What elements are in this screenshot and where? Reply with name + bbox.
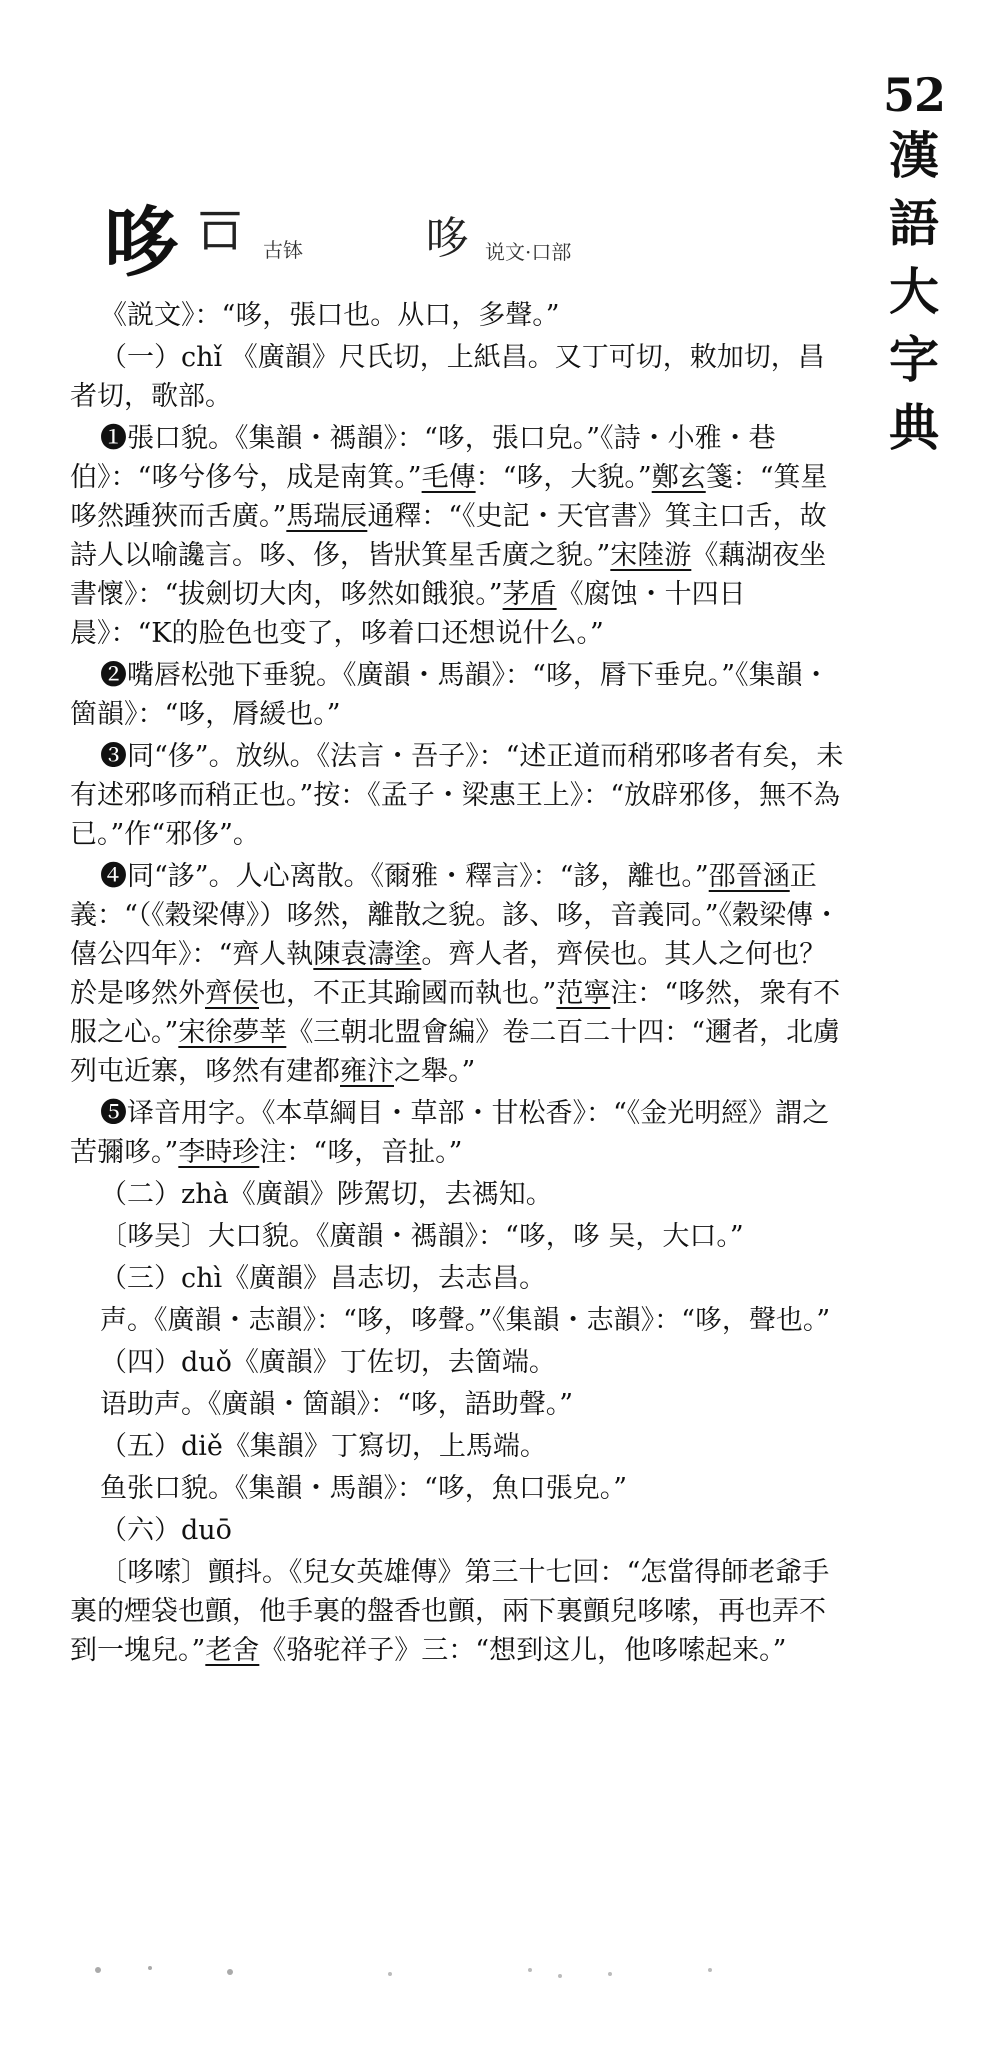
reading-3-header: （三）chì《廣韻》昌志切，去志昌。 — [100, 1263, 547, 1294]
sense-3: ❸同“侈”。放纵。《法言・吾子》：“述正道而稍邪哆者有矣，未有述邪哆而稍正也。”按：《孟子・梁惠王上》：“放辟邪侈，無不為已。”作“邪侈”。 — [70, 741, 844, 850]
page-number: 52 — [882, 68, 945, 122]
reading-3-sense: 声。《廣韻・志韻》：“哆，哆聲。”《集韻・志韻》：“哆，聲也。” — [100, 1305, 831, 1336]
reading-5-header: （五）diě《集韻》丁寫切，上馬端。 — [100, 1431, 547, 1462]
scan-artifacts — [90, 1950, 730, 1996]
dictionary-title-char: 典 — [889, 398, 939, 457]
seal-form-label: 说文·口部 — [485, 240, 572, 264]
scan-noise-mark — [90, 1950, 730, 1990]
sense-1: ❶張口貌。《集韻・禡韻》：“哆，張口皃。”《詩・小雅・巷伯》：“哆兮侈兮，成是南箕。”毛傳：“哆，大貌。”鄭玄箋：“箕星哆然踵狹而舌廣。”馬瑞辰通釋：“《史記・天官書》箕主口舌，故詩人以喻讒言。哆、侈，皆狀箕星舌廣之貌。”宋陸游《藕湖夜坐書懷》：“拔劍切大肉，哆然如餓狼。”茅盾《腐蚀・十四日晨》：“K的脸色也变了，哆着口还想说什么。” — [70, 423, 828, 649]
ancient-form-glyph: 𠮛 — [198, 206, 242, 257]
reading-6-sense: 〔哆嗦〕顫抖。《兒女英雄傳》第三十七回：“怎當得師老爺手裏的煙袋也顫，他手裏的盤香也顫，兩下裏顫兒哆嗦，再也弄不到一塊兒。”老舍《骆驼祥子》三：“想到这儿，他哆嗦起来。” — [70, 1557, 830, 1666]
page-sidebar — [882, 68, 946, 462]
reading-2-sense: 〔哆吴〕大口貌。《廣韻・禡韻》：“哆，哆 吴，大口。” — [100, 1221, 744, 1252]
reading-2-header: （二）zhà《廣韻》陟駕切，去禡知。 — [100, 1179, 553, 1210]
sense-2: ❷嘴唇松弛下垂貌。《廣韻・馬韻》：“哆，脣下垂皃。”《集韻・箇韻》：“哆，脣緩也。” — [70, 660, 830, 730]
entry-body — [70, 296, 845, 1673]
seal-form-glyph: 哆 — [425, 213, 469, 264]
reading-6-header: （六）duō — [100, 1515, 232, 1546]
headword: 哆 — [103, 198, 179, 287]
dictionary-title-char: 字 — [889, 330, 939, 389]
sense-5: ❺译音用字。《本草綱目・草部・甘松香》：“《金光明經》謂之苦彌哆。”李時珍注：“哆，音扯。” — [70, 1098, 830, 1168]
dictionary-title-char: 語 — [889, 194, 939, 253]
reading-4-header: （四）duǒ《廣韻》丁佐切，去箇端。 — [100, 1347, 556, 1378]
dictionary-title-char: 大 — [889, 262, 939, 321]
entry-header — [103, 172, 663, 292]
sense-4: ❹同“誃”。人心离散。《爾雅・釋言》：“誃，離也。”邵晉涵正義：“（《穀梁傳》）哆然，離散之貌。誃、哆，音義同。”《穀梁傳・僖公四年》：“齊人執陳袁濤塗。齊人者，齊侯也。其人之何也？於是哆然外齊侯也，不正其踰國而執也。”范寧注：“哆然，衆有不服之心。”宋徐夢莘《三朝北盟會編》卷二百二十四：“邇者，北虜列屯近寨，哆然有建都雍汴之舉。” — [70, 861, 841, 1087]
reading-1-header: （一）chǐ 《廣韻》尺氏切，上紙昌。又丁可切，敕加切，昌者切，歌部。 — [70, 342, 825, 412]
dictionary-title-char: 漢 — [889, 126, 939, 185]
reading-4-sense: 语助声。《廣韻・箇韻》：“哆，語助聲。” — [100, 1389, 574, 1420]
reading-5-sense: 鱼张口貌。《集韻・馬韻》：“哆，魚口張皃。” — [100, 1473, 628, 1504]
shuowen-quote: 《説文》：“哆，張口也。从口，多聲。” — [100, 300, 560, 331]
ancient-form-label: 古钵 — [263, 238, 303, 262]
